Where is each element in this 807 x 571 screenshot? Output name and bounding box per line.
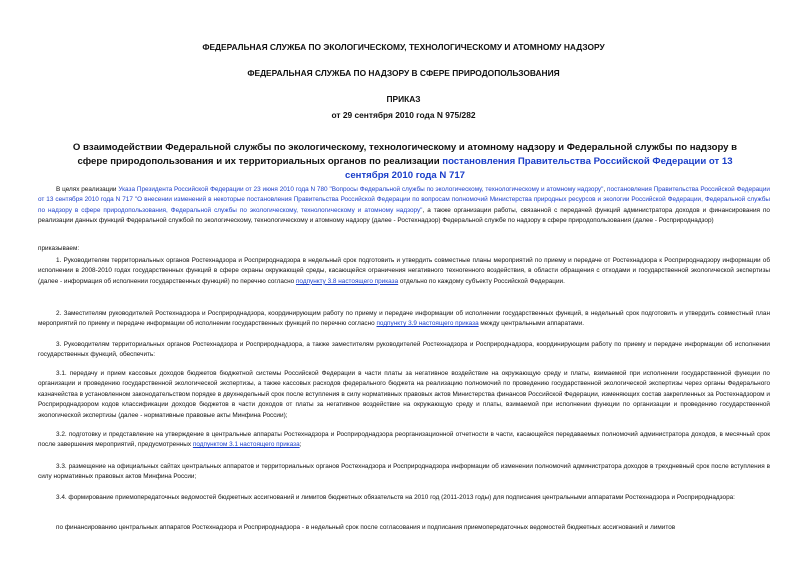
resolution-link[interactable]: постановления Правительства Российской Федерации от 13 сентября 2010 года N 717 "О внесении изменений в некоторые постановления Правительства Российской Федерации по вопросам полномочий Министерства природных ресурсов и экологии Российской Федерации, Федеральной службы по надзору в сфере природопользования, Федеральной службы по экологическому, технологическому и атомному надзору" [38, 186, 770, 214]
paragraph-3-1: 3.1. передачу и прием кассовых доходов бюджетов бюджетной системы Российской Федерации в части платы за негативное воздействие на окружающую среду и платы, взимаемой при исполнении государственной функции по организации и проведению государственной экологической экспертизы, а также кассовых расходов федерального бюджета на реализацию полномочий по проведению государственной экологической экспертизы через органы Федерального казначейства в установленном законодательством порядке в двухнедельный срок после вступления в силу нормативных правовых актов Министерства финансов Российской Федерации, изменяющих состав закрепленных за Ростехнадзором и Росприроднадзором кодов классификации доходов бюджетов в части доходов от платы за негативное воздействие на окружающую среду и платы, взимаемой при исполнении функции по организации и проведению государственной экологической экспертизы (далее - нормативные правовые акты Минфина России); [38, 370, 770, 419]
title-text: О взаимодействии Федеральной службы по экологическому, технологическому и атомному надзору и Федеральной службы по надзору в сфере природопользования и их территориальных органов по реализации [72, 142, 738, 167]
p32-text-2: ; [299, 441, 302, 449]
p1-link[interactable]: подпункту 3.8 настоящего приказа [295, 277, 399, 285]
p2-link[interactable]: подпункту 3.9 настоящего приказа [376, 320, 479, 328]
document-type: ПРИКАЗ [386, 94, 421, 104]
document-title [60, 141, 750, 183]
title-link[interactable]: постановления Правительства Российской Федерации от 13 сентября 2010 года N 717 [345, 156, 733, 181]
preamble-text-3: , а также организации работы, связанной с передачей функций администратора доходов и финансирования по реализации данных функций Федеральной службой по экологическому, технологическому и атомному надзору (далее - Ростехнадзор) Федеральной службе по надзору в сфере природопользования (далее - Росприроднадзор) [38, 206, 770, 225]
p32-text-1: 3.2. подготовку и представление на утверждение в центральные аппараты Ростехнадзора и Росприроднадзора реорганизационной отчетности в части, касающейся передаваемых полномочий администратора доходов, в месячный срок после завершения мероприятий, предусмотренных [38, 431, 770, 449]
document-date-number: от 29 сентября 2010 года N 975/282 [331, 110, 476, 120]
preamble-paragraph [38, 185, 770, 227]
agency-heading-1: ФЕДЕРАЛЬНАЯ СЛУЖБА ПО ЭКОЛОГИЧЕСКОМУ, ТЕХНОЛОГИЧЕСКОМУ И АТОМНОМУ НАДЗОРУ [202, 42, 605, 52]
preamble-text-1: В целях реализации [56, 186, 119, 193]
order-word: приказываем: [38, 245, 80, 252]
paragraph-1 [38, 256, 770, 287]
paragraph-2 [38, 309, 770, 330]
paragraph-3-3: 3.3. размещение на официальных сайтах центральных аппаратов и территориальных органов Ростехнадзора и Росприроднадзора информации об изменении полномочий администратора доходов в трехдневный срок после вступления в силу нормативных правовых актов Минфина России; [38, 463, 770, 481]
paragraph-3-4: 3.4. формирование приемопередаточных ведомостей бюджетных ассигнований и лимитов бюджетных обязательств на 2010 год (2011-2013 годы) для подписания центральными аппаратами Ростехнадзора и Росприроднадзора: [56, 494, 735, 501]
p1-text-1: 1. Руководителям территориальных органов Ростехнадзора и Росприроднадзора в недельный срок подготовить и утвердить совместные планы мероприятий по приему и передаче от Ростехнадзора к Росприроднадзору информации об исполнении в 2008-2010 годах государственных функций в сфере охраны окружающей среды, касающейся ограничения негативного техногенного воздействия, в области обращения с отходами и государственной экологической экспертизы (далее - информация об исполнении государственных функций) по перечню согласно [38, 257, 770, 285]
p32-link[interactable]: подпунктом 3.1 настоящего приказа [192, 441, 300, 449]
paragraph-3: 3. Руководителям территориальных органов Ростехнадзора и Росприроднадзора, а также заместителям руководителей Ростехнадзора и Росприроднадзора, координирующим работу по приему и передаче информации об исполнении государственных функций, обеспечить: [38, 341, 770, 359]
paragraph-3-2 [38, 430, 770, 451]
paragraph-3-4-a: по финансированию центральных аппаратов Ростехнадзора и Росприроднадзора - в недельный срок после согласования и подписания приемопередаточных ведомостей бюджетных ассигнований и лимитов [56, 524, 676, 531]
p1-text-2: отдельно по каждому субъекту Российской Федерации. [398, 277, 565, 285]
p2-text-2: между центральными аппаратами. [478, 320, 585, 328]
decree-link[interactable]: Указа Президента Российской Федерации от 23 июня 2010 года N 780 "Вопросы Федеральной службы по экологическому, технологическому и атомному надзору" [118, 186, 604, 193]
p2-text-1: 2. Заместителям руководителей Ростехнадзора и Росприроднадзора, координирующим работу по приему и передаче информации об исполнении государственных функций, в недельный срок подготовить и утвердить совместный план мероприятий по приему и передаче информации об исполнении государственных функций по перечню согласно [38, 310, 770, 328]
preamble-text-2: , [603, 186, 608, 193]
agency-heading-2: ФЕДЕРАЛЬНАЯ СЛУЖБА ПО НАДЗОРУ В СФЕРЕ ПРИРОДОПОЛЬЗОВАНИЯ [247, 68, 560, 78]
